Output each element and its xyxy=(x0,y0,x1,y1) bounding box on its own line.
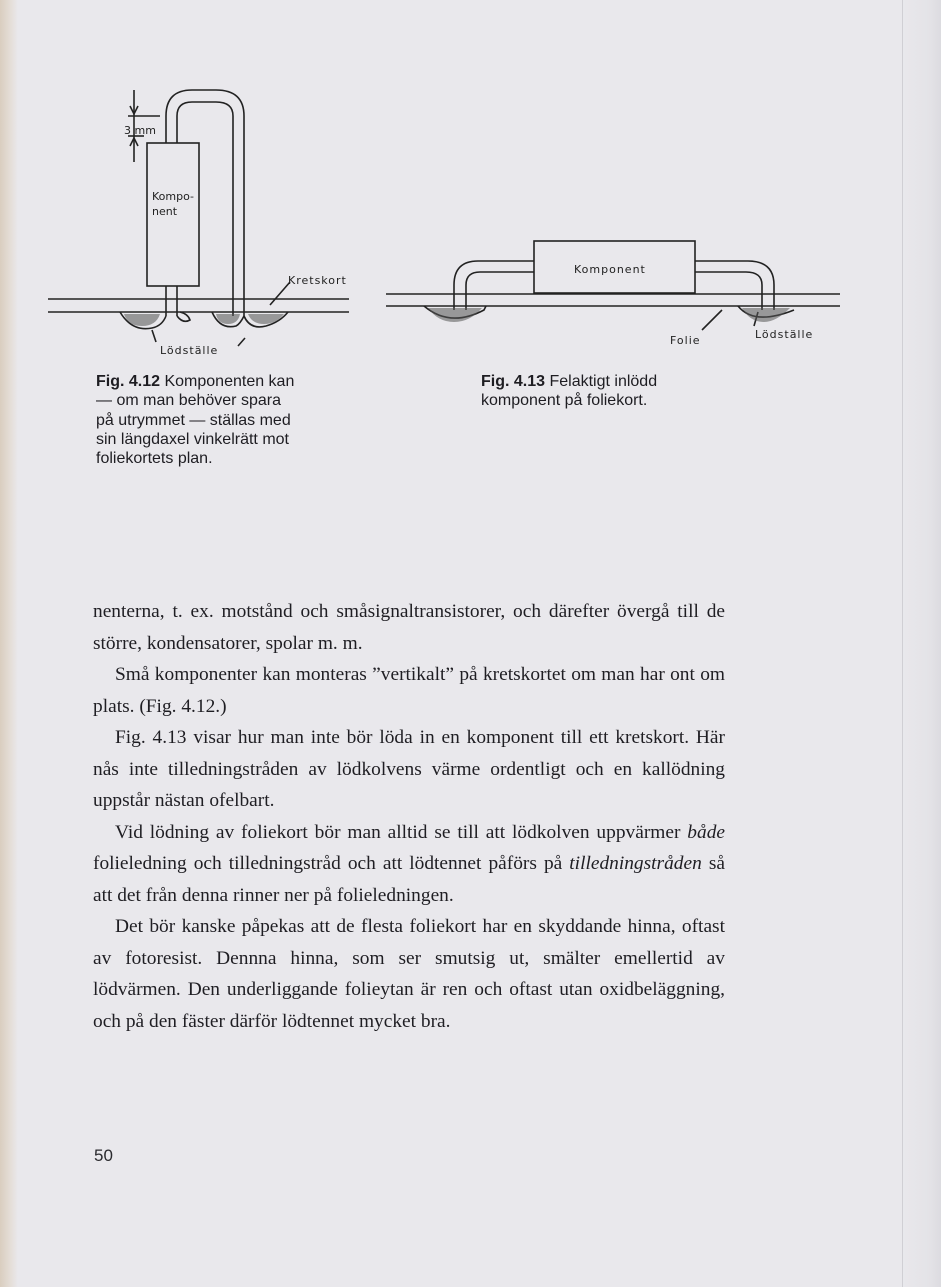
text-run: så att det från denna rinner ner på folieledningen. xyxy=(93,853,725,906)
figure-4-12-diagram xyxy=(40,80,380,360)
figure-4-13-diagram xyxy=(380,230,850,360)
emphasis: tilledningstråden xyxy=(569,853,702,874)
component-label-line1: Kompo- xyxy=(152,190,194,203)
paragraph: Små komponenter kan monteras ”vertikalt” på kretskortet om man har ont om plats. (Fig. 4.12.) xyxy=(93,664,725,717)
text-run: folieledning och tilledningstråd och att lödtennet påförs på xyxy=(93,853,570,874)
dimension-label: 3 mm xyxy=(124,124,156,137)
caption-line: foliekortets plan. xyxy=(96,450,213,468)
caption-line: på utrymmet — ställas med xyxy=(96,411,291,429)
paragraph: Det bör kanske påpekas att de flesta foliekort har en skyddande hinna, oftast av fotoresist. Dennna hinna, som ser smutsig ut, smälter emellertid av lödvärmen. Den underliggande folieytan är ren och oftast utan oxidbeläggning, och på den fäster därför lödtennet mycket bra. xyxy=(93,916,725,1032)
paragraph: nenterna, t. ex. motstånd och småsignaltransistorer, och därefter övergå till de större, kondensatorer, spolar m. m. xyxy=(93,601,725,654)
page-number: 50 xyxy=(94,1146,113,1165)
page-edge xyxy=(901,0,941,1287)
text-run: Vid lödning av foliekort bör man alltid se till att lödkolven uppvärmer xyxy=(115,821,688,843)
caption-line: — om man behöver spara xyxy=(96,392,281,410)
paragraph: Fig. 4.13 visar hur man inte bör löda in en komponent till ett kretskort. Här nås inte tilledningstråden av lödkolvens värme ordentligt och en kallödning uppstår nästan ofelbart. xyxy=(93,727,725,811)
page-edge-line xyxy=(902,0,903,1287)
figure-4-13-caption xyxy=(481,372,741,411)
figure-number: Fig. 4.13 xyxy=(481,373,546,390)
caption-line: komponent på foliekort. xyxy=(481,392,648,410)
component-label-line2: nent xyxy=(152,205,178,218)
emphasis: både xyxy=(687,821,725,843)
caption-text: Felaktigt inlödd xyxy=(545,373,658,390)
caption-line xyxy=(96,372,356,391)
paragraph xyxy=(93,817,725,912)
body-text xyxy=(93,596,725,1037)
figure-number: Fig. 4.12 xyxy=(96,373,161,390)
book-spine-shadow xyxy=(0,0,18,1287)
figure-4-12-caption xyxy=(96,372,356,468)
component-label: Komponent xyxy=(574,263,646,276)
solder-point-label: Lödställe xyxy=(160,344,219,357)
solder-point-label: Lödställe xyxy=(755,328,814,341)
caption-line xyxy=(481,372,741,391)
caption-text: Komponenten kan xyxy=(160,373,295,390)
circuit-board-label: Kretskort xyxy=(288,274,347,287)
foil-label: Folie xyxy=(670,334,701,347)
caption-line: sin längdaxel vinkelrätt mot xyxy=(96,430,289,448)
